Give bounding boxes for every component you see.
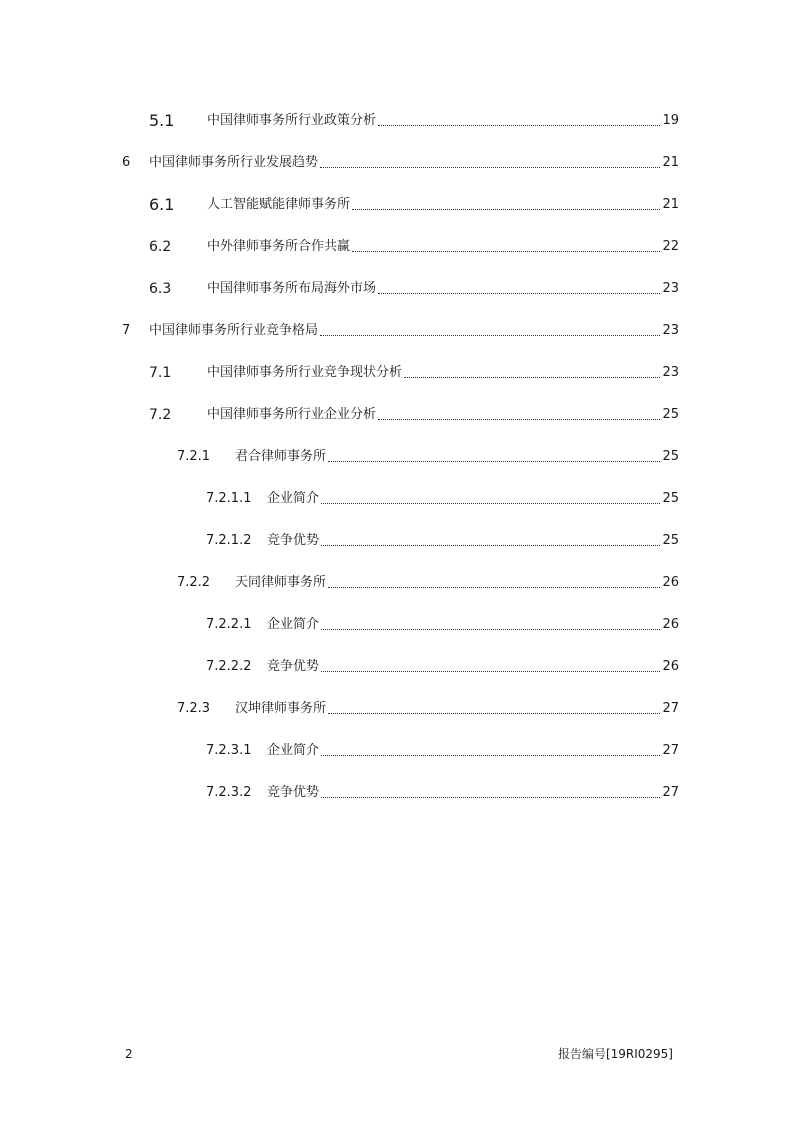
toc-entry-page: 27 [662, 701, 679, 716]
toc-entry[interactable] [177, 696, 679, 718]
toc-entry-number: 6.2 [149, 239, 172, 255]
toc-entry-number: 7.2.1.1 [206, 491, 252, 506]
toc-entry[interactable] [206, 528, 679, 550]
toc-entry-number: 5.1 [149, 111, 175, 130]
toc-leader-dots [321, 670, 660, 672]
toc-entry[interactable] [149, 234, 679, 256]
toc-entry-page: 25 [662, 533, 679, 548]
toc-entry-title: 竞争优势 [267, 659, 320, 674]
toc-entry-number: 7.2.2.1 [206, 617, 252, 632]
toc-entry-title: 天同律师事务所 [235, 575, 327, 590]
footer-report-id: 报告编号[19RI0295] [557, 1047, 673, 1061]
toc-entry[interactable] [206, 612, 679, 634]
toc-entry[interactable] [177, 570, 679, 592]
toc-leader-dots [328, 460, 660, 462]
toc-entry-title: 竞争优势 [267, 533, 320, 548]
toc-entry-title: 企业简介 [267, 617, 320, 632]
toc-entry-title: 企业简介 [267, 743, 320, 758]
toc-entry-title: 企业简介 [267, 491, 320, 506]
toc-entry-number: 7.2.1 [177, 449, 211, 464]
toc-entry-page: 27 [662, 785, 679, 800]
toc-entry-title: 汉坤律师事务所 [235, 701, 327, 716]
toc-leader-dots [321, 544, 660, 546]
toc-entry-page: 25 [662, 407, 679, 422]
toc-leader-dots [320, 334, 660, 336]
toc-entry-title: 中国律师事务所行业发展趋势 [149, 155, 319, 170]
toc-leader-dots [328, 712, 660, 714]
toc-entry[interactable] [149, 108, 679, 130]
toc-entry[interactable] [122, 318, 679, 340]
toc-leader-dots [378, 292, 660, 294]
toc-entry-page: 26 [662, 575, 679, 590]
toc-entry-number: 6.3 [149, 281, 172, 297]
toc-entry-number: 7.2.1.2 [206, 533, 252, 548]
toc-entry-page: 25 [662, 491, 679, 506]
toc-entry-page: 23 [662, 281, 679, 296]
toc-leader-dots [321, 502, 660, 504]
toc-entry-page: 19 [662, 113, 679, 128]
toc-entry-page: 21 [662, 155, 679, 170]
toc-entry-title: 竞争优势 [267, 785, 320, 800]
toc-entry[interactable] [149, 402, 679, 424]
toc-entry[interactable] [122, 150, 679, 172]
toc-entry-number: 7.1 [149, 365, 172, 381]
toc-entry[interactable] [206, 486, 679, 508]
toc-entry-page: 27 [662, 743, 679, 758]
toc-entry-page: 23 [662, 323, 679, 338]
toc-entry-title: 中外律师事务所合作共赢 [207, 239, 351, 254]
toc-entry-title: 中国律师事务所行业企业分析 [207, 407, 377, 422]
toc-entry-number: 7.2.2 [177, 575, 211, 590]
toc-entry[interactable] [206, 738, 679, 760]
toc-entry-title: 中国律师事务所布局海外市场 [207, 281, 377, 296]
toc-entry[interactable] [149, 192, 679, 214]
toc-entry-title: 人工智能赋能律师事务所 [207, 197, 351, 212]
toc-leader-dots [352, 208, 660, 210]
toc-entry-page: 22 [662, 239, 679, 254]
toc-leader-dots [321, 796, 660, 798]
toc-entry-number: 6 [122, 155, 131, 170]
toc-leader-dots [320, 166, 660, 168]
toc-leader-dots [404, 376, 660, 378]
toc-leader-dots [378, 418, 660, 420]
toc-entry-page: 25 [662, 449, 679, 464]
toc-entry[interactable] [149, 360, 679, 382]
toc-entry[interactable] [206, 780, 679, 802]
toc-entry[interactable] [206, 654, 679, 676]
toc-entry[interactable] [149, 276, 679, 298]
toc-entry[interactable] [177, 444, 679, 466]
toc-entry-number: 7 [122, 323, 131, 338]
toc-entry-title: 中国律师事务所行业政策分析 [207, 113, 377, 128]
toc-leader-dots [352, 250, 660, 252]
toc-entry-title: 中国律师事务所行业竞争现状分析 [207, 365, 403, 380]
toc-entry-page: 21 [662, 197, 679, 212]
toc-leader-dots [321, 628, 660, 630]
toc-entry-number: 6.1 [149, 195, 175, 214]
toc-leader-dots [321, 754, 660, 756]
toc-entry-page: 26 [662, 617, 679, 632]
toc-leader-dots [328, 586, 660, 588]
toc-entry-title: 中国律师事务所行业竞争格局 [149, 323, 319, 338]
toc-entry-number: 7.2.3.2 [206, 785, 252, 800]
toc-entry-number: 7.2 [149, 407, 172, 423]
toc-entry-number: 7.2.2.2 [206, 659, 252, 674]
toc-entry-page: 26 [662, 659, 679, 674]
toc-entry-number: 7.2.3.1 [206, 743, 252, 758]
toc-entry-page: 23 [662, 365, 679, 380]
toc-entry-number: 7.2.3 [177, 701, 211, 716]
toc-entry-title: 君合律师事务所 [235, 449, 327, 464]
toc-leader-dots [378, 124, 660, 126]
footer-page-number: 2 [125, 1047, 133, 1061]
